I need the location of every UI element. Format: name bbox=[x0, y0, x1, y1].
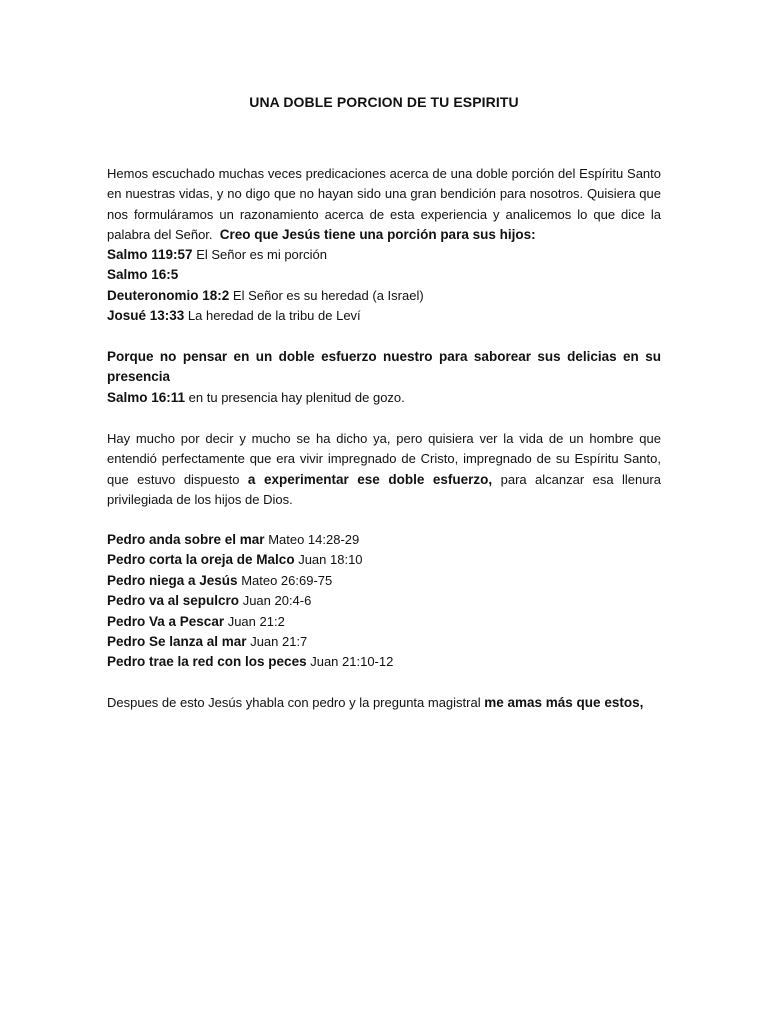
reference-line bbox=[107, 245, 661, 265]
reference-citation: Salmo 16:11 bbox=[107, 389, 186, 405]
question-paragraph bbox=[107, 347, 661, 408]
reference-line bbox=[107, 265, 661, 285]
reference-text: El Señor es mi porción bbox=[196, 247, 327, 262]
pedro-list bbox=[107, 530, 661, 673]
list-item bbox=[107, 652, 661, 672]
pedro-citation: Juan 20:4-6 bbox=[242, 593, 312, 609]
closing-bold: me amas más que estos, bbox=[484, 695, 644, 710]
reference-text: La heredad de la tribu de Leví bbox=[187, 308, 361, 324]
list-item bbox=[107, 632, 661, 652]
list-item bbox=[107, 612, 661, 632]
pedro-event: Pedro anda sobre el mar bbox=[107, 532, 265, 547]
reference-citation: Josué 13:33 bbox=[107, 308, 185, 324]
reference-line bbox=[107, 388, 661, 408]
pedro-citation: Juan 18:10 bbox=[298, 552, 363, 568]
question-text: Porque no pensar en un doble esfuerzo nuestro para saborear sus delicias en su presencia bbox=[107, 349, 661, 385]
reference-line bbox=[107, 306, 661, 326]
reference-citation: Salmo 119:57 bbox=[107, 247, 193, 262]
para2-text-before: Hay mucho por decir y mucho se ha dicho ya, pero quisiera ver la vida de un hombre que entendió perfectamente que era vivir impregnado de Cristo, impregnado de su Espíritu Santo, que estuvo dispuesto bbox=[107, 431, 661, 487]
pedro-event: Pedro Se lanza al mar bbox=[107, 634, 247, 650]
list-item bbox=[107, 550, 661, 570]
pedro-citation: Juan 21:10-12 bbox=[310, 654, 394, 670]
list-item bbox=[107, 530, 661, 550]
pedro-event: Pedro trae la red con los peces bbox=[107, 654, 307, 670]
pedro-event: Pedro Va a Pescar bbox=[107, 613, 225, 629]
reference-text: El Señor es su heredad (a Israel) bbox=[232, 287, 424, 303]
intro-text: Hemos escuchado muchas veces predicaciones acerca de una doble porción del Espíritu Santo en nuestras vidas, y no digo que no hayan sido una gran bendición para nosotros. Quisiera que nos formuláramos un razonamiento acerca de esta experiencia y analicemos lo que dice la palabra del Señor. bbox=[107, 166, 661, 243]
closing-paragraph bbox=[107, 693, 661, 713]
pedro-citation: Juan 21:7 bbox=[250, 634, 308, 650]
intro-bold-tail: Creo que Jesús tiene una porción para sus hijos: bbox=[219, 227, 536, 243]
pedro-citation: Mateo 14:28-29 bbox=[268, 532, 360, 547]
para2-text-after: para alcanzar esa llenura privilegiada de los hijos de Dios. bbox=[107, 471, 661, 508]
para2-bold: a experimentar ese doble esfuerzo, bbox=[247, 471, 493, 487]
pedro-event: Pedro corta la oreja de Malco bbox=[107, 552, 295, 568]
reference-text: en tu presencia hay plenitud de gozo. bbox=[188, 389, 405, 405]
reference-citation: Deuteronomio 18:2 bbox=[107, 287, 230, 303]
closing-text: Despues de esto Jesús yhabla con pedro y la pregunta magistral bbox=[107, 695, 481, 710]
list-item bbox=[107, 571, 661, 591]
intro-paragraph bbox=[107, 164, 661, 246]
reference-list-porcion bbox=[107, 245, 661, 327]
reference-citation: Salmo 16:5 bbox=[107, 267, 179, 283]
pedro-event: Pedro va al sepulcro bbox=[107, 593, 240, 609]
document-title: UNA DOBLE PORCION DE TU ESPIRITU bbox=[249, 94, 519, 110]
reference-line bbox=[107, 286, 661, 306]
list-item bbox=[107, 591, 661, 611]
second-paragraph bbox=[107, 429, 661, 511]
pedro-citation: Juan 21:2 bbox=[227, 613, 285, 629]
pedro-event: Pedro niega a Jesús bbox=[107, 572, 238, 588]
pedro-citation: Mateo 26:69-75 bbox=[241, 572, 333, 588]
